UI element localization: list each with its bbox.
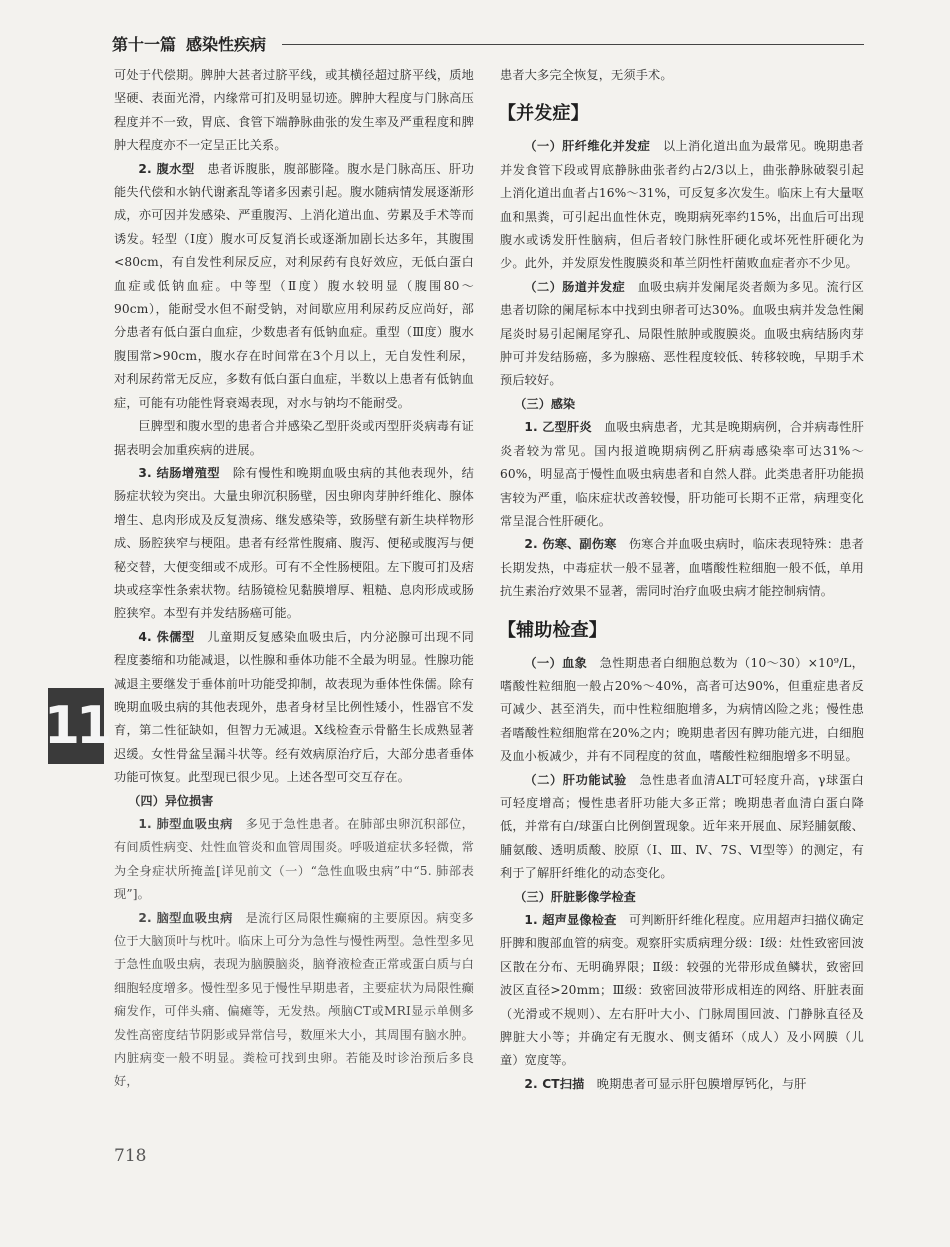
paragraph — [114, 462, 474, 626]
item-text: 以上消化道出血为最常见。晚期患者并发食管下段或胃底静脉曲张者约占2/3以上，曲张静脉破裂引起上消化道出血者占16%～31%，可反复多次发生。临床上有大量呕血和黑粪，可引起出血性休克，晚期病死率约15%，出血后可出现腹水或诱发肝性脑病，但后者较门脉性肝硬化或坏死性肝硬化为少。此外，并发原发性腹膜炎和革兰阴性杆菌败血症者亦不少见。 — [500, 139, 865, 271]
item-text: 是流行区局限性癫痫的主要原因。病变多位于大脑顶叶与枕叶。临床上可分为急性与慢性两型。急性型多见于急性血吸虫病，表现为脑膜脑炎，脑脊液检查正常或蛋白质与白细胞轻度增多。慢性型多见于慢性早期患者，主要症状为局限性癫痫发作，可伴头痛、偏瘫等，无发热。颅脑CT或MRI显示单侧多发性高密度结节阴影或异常信号，数厘米大小，其周围有脑水肿。内脏病变一般不明显。粪检可找到虫卵。若能及时诊治预后多良好， — [114, 910, 475, 1089]
item-text: 伤寒合并血吸虫病时，临床表现特殊：患者长期发热，中毒症状一般不显著，血嗜酸性粒细胞一般不低，单用抗生素治疗效果不显著，需同时治疗血吸虫病才能控制病情。 — [500, 537, 865, 599]
paragraph — [500, 909, 864, 1073]
item-lead: （二）肠道并发症 — [524, 279, 626, 294]
header-section-title: 感染性疾病 — [186, 34, 267, 54]
item-lead: 2. 伤寒、副伤寒 — [524, 537, 617, 552]
paragraph — [500, 135, 864, 275]
paragraph — [500, 276, 864, 393]
paragraph — [114, 158, 474, 415]
item-text: 除有慢性和晚期血吸虫病的其他表现外，结肠症状较为突出。大量虫卵沉积肠壁，因虫卵肉芽肿纤维化、腺体增生、息肉形成及反复溃疡、继发感染等，致肠壁有新生块样物形成、肠腔狭窄与梗阻。患者有经常性腹痛、腹泻、便秘或腹泻与便秘交替，大便变细或不成形。可有不全性肠梗阻。左下腹可扪及痞块或痉挛性条索状物。结肠镜检见黏膜增厚、粗糙、息肉形成或肠腔狭窄。本型有并发结肠癌可能。 — [114, 465, 474, 621]
item-text: 急性期患者白细胞总数为（10～30）×10⁹/L，嗜酸性粒细胞一般占20%～40%，高者可达90%，但重症患者反可减少、甚至消失，而中性粒细胞增多，为病情凶险之兆；慢性患者嗜酸性粒细胞常在20%之内；晚期患者因有脾功能亢进，白细胞及血小板减少，并有不同程度的贫血，嗜酸性粒细胞增多不明显。 — [500, 655, 865, 764]
item-text: 儿童期反复感染血吸虫后，内分泌腺可出现不同程度萎缩和功能减退，以性腺和垂体功能不全最为明显。性腺功能减退主要继发于垂体前叶功能受抑制，故表现为垂体性侏儒。除有晚期血吸虫病的其他表现外，患者身材呈比例性矮小，性器官不发育，第二性征缺如，但智力无减退。X线检查示骨骼生长成熟显著迟缓。女性骨盆呈漏斗状等。经有效病原治疗后，大部分患者垂体功能可恢复。此型现已很少见。上述各型可交互存在。 — [114, 629, 474, 785]
item-lead: 3. 结肠增殖型 — [138, 465, 221, 480]
item-lead: 2. 腹水型 — [138, 161, 195, 176]
item-text: 患者诉腹胀，腹部膨隆。腹水是门脉高压、肝功能失代偿和水钠代谢紊乱等诸多因素引起。腹水随病情发展逐渐形成，亦可因并发感染、严重腹泻、上消化道出血、劳累及手术等而诱发。轻型（Ⅰ度）腹水可反复消长或逐渐加剧长达多年，其腹围<80cm，有自发性利尿反应，对利尿药有良好效应，无低白蛋白血症或低钠血症。中等型（Ⅱ度）腹水较明显（腹围80～90cm），能耐受水但不耐受钠，对间歇应用利尿药反应尚好，部分患者有低白蛋白血症，少数患者有低钠血症。重型（Ⅲ度）腹水腹围常>90cm，腹水存在时间常在3个月以上，无自发性利尿，对利尿药常无反应，多数有低白蛋白血症，半数以上患者有低钠血症，可能有功能性肾衰竭表现，对水与钠均不能耐受。 — [114, 161, 474, 410]
paragraph: 患者大多完全恢复，无须手术。 — [500, 68, 673, 82]
paragraph — [500, 652, 864, 769]
item-lead: 2. 脑型血吸虫病 — [138, 910, 233, 925]
chapter-tab: 11 — [48, 688, 104, 764]
paragraph — [500, 769, 864, 886]
paragraph — [500, 416, 864, 533]
subheading: （三）肝脏影像学检查 — [514, 889, 636, 904]
item-lead: 1. 肺型血吸虫病 — [138, 817, 233, 831]
item-lead: 1. 乙型肝炎 — [524, 420, 592, 435]
running-header — [112, 30, 864, 56]
paragraph — [114, 626, 474, 790]
item-lead: 2. CT扫描 — [524, 1076, 585, 1091]
item-text: 血吸虫病并发阑尾炎者颇为多见。流行区患者切除的阑尾标本中找到虫卵者可达30%。血吸虫病并发急性阑尾炎时易引起阑尾穿孔、局限性脓肿或腹膜炎。血吸虫病结肠肉芽肿可并发结肠癌，多为腺癌、恶性程度较低、转移较晚，早期手术预后较好。 — [500, 279, 865, 388]
header-chapter: 第十一篇 — [112, 34, 177, 54]
item-text: 晚期患者可显示肝包膜增厚钙化，与肝 — [596, 1076, 807, 1091]
page-number: 718 — [114, 1146, 147, 1166]
section-heading-complications: 【并发症】 — [498, 103, 589, 125]
item-lead: （二）肝功能试验 — [524, 772, 627, 787]
paragraph — [500, 533, 864, 603]
left-column — [114, 64, 474, 1094]
paragraph: 可处于代偿期。脾肿大甚者过脐平线，或其横径超过脐平线，质地坚硬、表面光滑，内缘常可扪及明显切迹。脾肿大程度与门脉高压程度并不一致，胃底、食管下端静脉曲张的发生率及严重程度和脾肿大程度亦不一定呈正比关系。 — [114, 68, 474, 153]
paragraph: 巨脾型和腹水型的患者合并感染乙型肝炎或丙型肝炎病毒有证据表明会加重疾病的进展。 — [114, 419, 474, 457]
item-lead: （一）血象 — [524, 655, 588, 670]
section-heading-auxiliary-exams: 【辅助检查】 — [498, 619, 607, 641]
lower-block — [114, 813, 474, 1094]
paragraph — [114, 813, 474, 907]
item-lead: 1. 超声显像检查 — [524, 913, 617, 927]
item-text: 可判断肝纤维化程度。应用超声扫描仪确定肝脾和腹部血管的病变。观察肝实质病理分级：Ⅰ级：灶性致密回波区散在分布、无明确界限；Ⅱ级：较强的光带形成鱼鳞状，致密回波区直径>20mm；Ⅲ级：致密回波带形成相连的网络、肝脏表面（光滑或不规则）、左右肝叶大小、门脉周围回波、门静脉直径及脾脏大小等；并确定有无腹水、侧支循环（成人）及小网膜（儿童）宽度等。 — [500, 913, 865, 1068]
paragraph — [114, 907, 474, 1094]
item-lead: 4. 侏儒型 — [138, 629, 195, 644]
right-column — [500, 64, 864, 1096]
item-text: 血吸虫病患者，尤其是晚期病例，合并病毒性肝炎者较为常见。国内报道晚期病例乙肝病毒感染率可达31%～60%，明显高于慢性血吸虫病患者和自然人群。此类患者肝功能损害较为严重，临床症状改善较慢，肝功能可长期不正常，病理变化常呈混合性肝硬化。 — [500, 420, 865, 528]
subheading: （三）感染 — [514, 396, 576, 411]
item-lead: （一）肝纤维化并发症 — [524, 139, 651, 154]
subheading: （四）异位损害 — [128, 793, 214, 808]
item-text: 多见于急性患者。在肺部虫卵沉积部位，有间质性病变、灶性血管炎和血管周围炎。呼吸道症状多轻微，常为全身症状所掩盖[详见前文（一）“急性血吸虫病”中“5. 肺部表现”]。 — [114, 817, 475, 902]
item-text: 急性患者血清ALT可轻度升高，γ球蛋白可轻度增高；慢性患者肝功能大多正常；晚期患者血清白蛋白降低，并常有白/球蛋白比例倒置现象。近年来开展血、尿羟脯氨酸、脯氨酸、透明质酸、胶原（Ⅰ、Ⅲ、Ⅳ、7S、Ⅵ型等）的测定，有利于了解肝纤维化的动态变化。 — [500, 772, 864, 881]
paragraph — [500, 1073, 864, 1096]
header-title — [112, 32, 276, 55]
header-rule — [282, 44, 864, 45]
